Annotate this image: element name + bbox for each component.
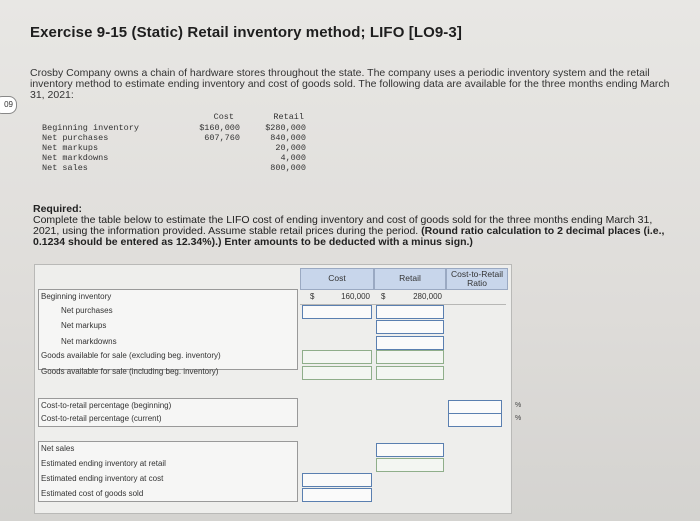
net-purchases-retail-input[interactable] xyxy=(376,305,444,319)
given-row-label: Net sales xyxy=(42,163,88,173)
worksheet-ratio-header xyxy=(446,268,508,290)
net-markdowns-retail-input[interactable] xyxy=(376,336,444,350)
net-markups-label: Net markups xyxy=(61,321,107,330)
required-instructions xyxy=(33,204,673,248)
given-row-label: Net markdowns xyxy=(42,153,109,163)
cost-currency-sign: $ xyxy=(310,292,315,301)
beginning-cost-value: 160,000 xyxy=(341,292,370,301)
net-markups-retail-input[interactable] xyxy=(376,320,444,334)
net-sales-retail-input[interactable] xyxy=(376,443,444,457)
est-cogs-cost-input[interactable] xyxy=(302,488,372,502)
worksheet-cost-header-label: Cost xyxy=(328,273,346,283)
beginning-retail-value: 280,000 xyxy=(413,292,442,301)
ratio-beginning-label: Cost-to-retail percentage (beginning) xyxy=(41,401,172,410)
worksheet-cost-header xyxy=(300,268,374,290)
given-cost-header: Cost xyxy=(213,112,234,122)
worksheet-retail-header xyxy=(374,268,446,290)
net-sales-label: Net sales xyxy=(41,444,75,453)
est-cogs-label: Estimated cost of goods sold xyxy=(41,489,144,498)
exercise-title: Exercise 9-15 (Static) Retail inventory method; LIFO [LO9-3] xyxy=(30,24,462,41)
given-row-retail: 4,000 xyxy=(280,153,306,163)
ratio-current-pct-sign: % xyxy=(515,415,522,422)
net-purchases-cost-input[interactable] xyxy=(302,305,372,319)
given-row-cost: 607,760 xyxy=(204,133,240,143)
worksheet-ratio-header-label: Cost-to-Retail Ratio xyxy=(451,269,503,288)
ratio-beginning-pct-sign: % xyxy=(515,402,522,409)
est-ending-retail-input[interactable] xyxy=(376,458,444,472)
net-purchases-label: Net purchases xyxy=(61,306,113,315)
given-row-retail: $280,000 xyxy=(265,123,306,133)
ratio-current-label: Cost-to-retail percentage (current) xyxy=(41,414,162,423)
est-ending-retail-label: Estimated ending inventory at retail xyxy=(41,459,166,468)
given-row-retail: 20,000 xyxy=(275,143,306,153)
worksheet-retail-header-label: Retail xyxy=(399,273,421,283)
page-number-badge: 09 xyxy=(0,96,17,114)
given-retail-header: Retail xyxy=(273,112,304,122)
given-row-label: Net purchases xyxy=(42,133,109,143)
ratio-beginning-input[interactable] xyxy=(448,400,502,414)
beginning-inventory-label: Beginning inventory xyxy=(41,292,112,301)
required-heading: Required: xyxy=(33,203,83,215)
retail-currency-sign: $ xyxy=(381,292,386,301)
goods-available-incl-retail-input[interactable] xyxy=(376,366,444,380)
intro-paragraph: Crosby Company owns a chain of hardware stores throughout the state. The company uses a periodic inventory system and the retail inventory method to estimate ending inventory and cost of goods sold. The following data are available for the three months ending March 31, 2021: xyxy=(30,67,670,101)
given-row-label: Beginning inventory xyxy=(42,123,139,133)
goods-available-incl-label: Goods available for sale (including beg. inventory) xyxy=(41,367,219,376)
goods-available-incl-cost-input[interactable] xyxy=(302,366,372,380)
net-markdowns-label: Net markdowns xyxy=(61,337,117,346)
est-ending-cost-label: Estimated ending inventory at cost xyxy=(41,474,164,483)
given-row-cost: $160,000 xyxy=(199,123,240,133)
est-ending-cost-input[interactable] xyxy=(302,473,372,487)
ratio-current-input[interactable] xyxy=(448,413,502,427)
given-row-retail: 800,000 xyxy=(270,163,306,173)
given-row-label: Net markups xyxy=(42,143,99,153)
goods-available-excl-cost-input[interactable] xyxy=(302,350,372,364)
given-row-retail: 840,000 xyxy=(270,133,306,143)
goods-available-excl-label: Goods available for sale (excluding beg. inventory) xyxy=(41,351,221,360)
goods-available-excl-retail-input[interactable] xyxy=(376,350,444,364)
required-bold-note: (Round ratio calculation to 2 decimal places (i.e., 0.1234 should be entered as 12.34%).) Enter amounts to be deducted with a minus sign.) xyxy=(33,225,665,248)
required-text: Complete the table below to estimate the LIFO cost of ending inventory and cost of goods sold for the three months ending March 31, 2021, using the information provided. Assume stable retail prices during the period. xyxy=(33,214,653,237)
